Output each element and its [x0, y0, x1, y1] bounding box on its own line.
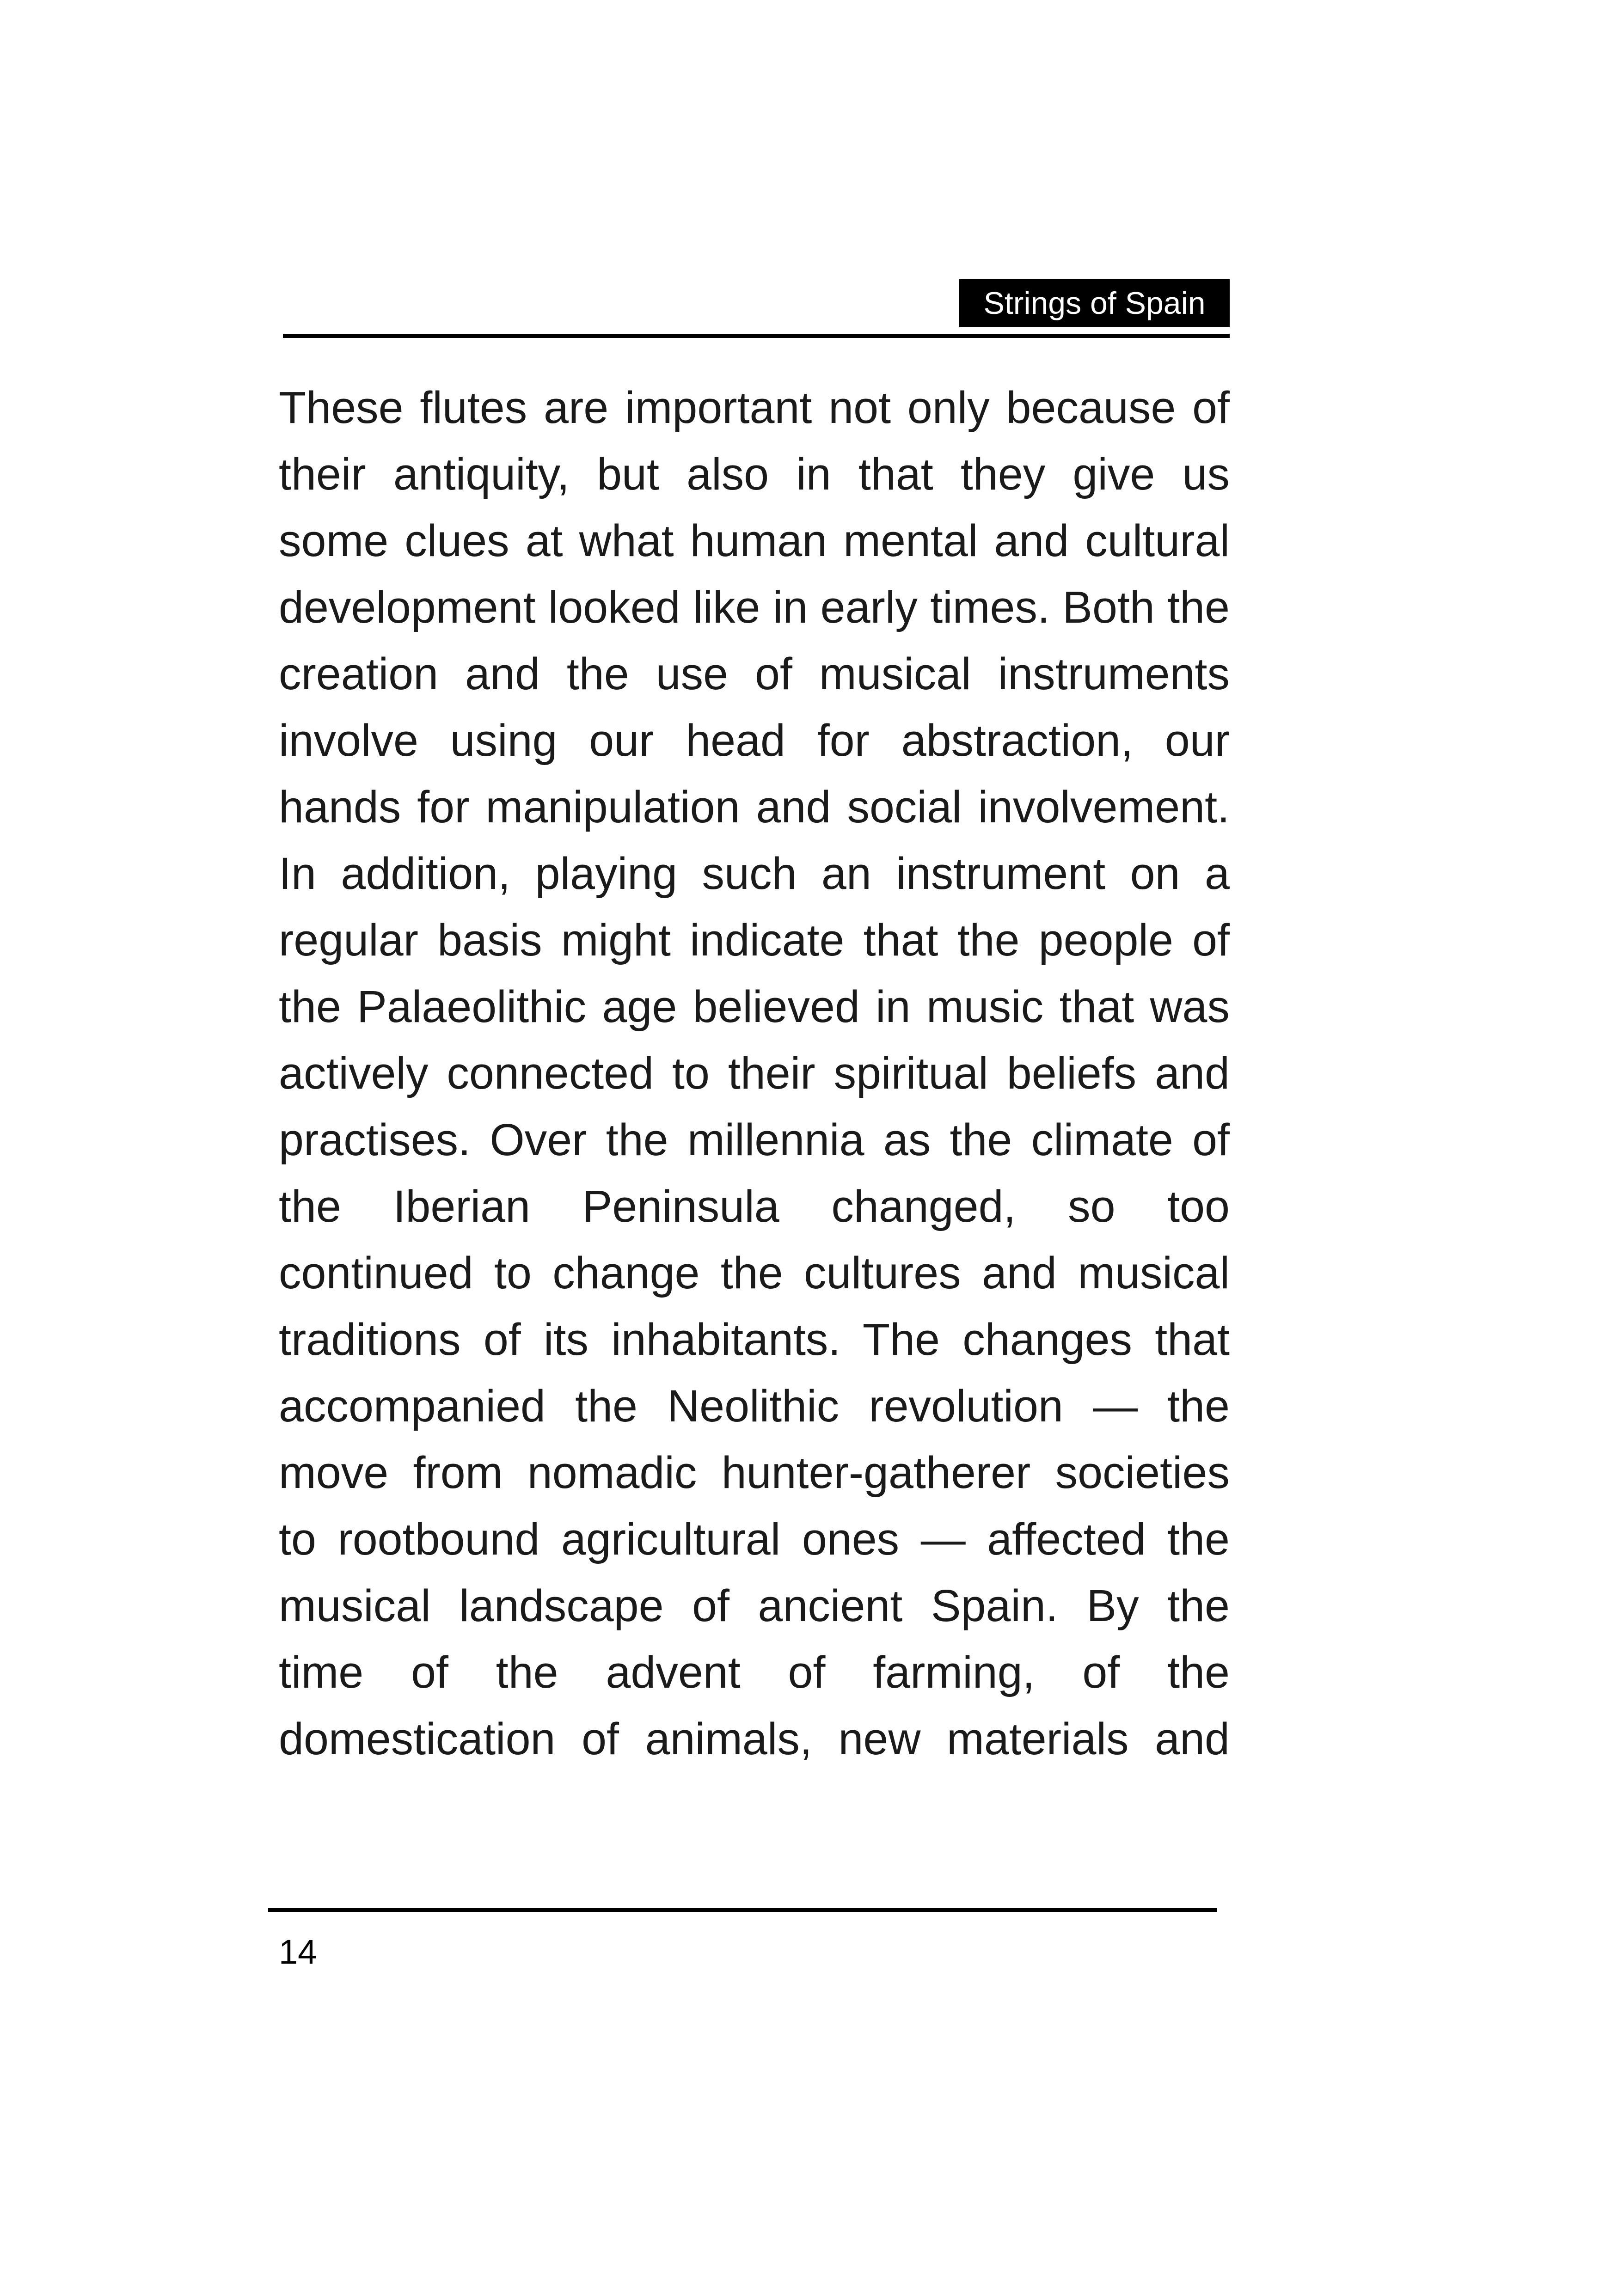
footer-rule	[268, 1908, 1217, 1912]
page-number: 14	[279, 1933, 317, 1971]
header-rule	[283, 334, 1230, 338]
running-head-title: Strings of Spain	[959, 279, 1230, 327]
body-paragraph: These flutes are important not only because of their antiquity, but also in that they give us some clues at what human mental and cultural development looked like in early times. Both the creation and the use of musical instruments involve using our head for abstraction, our hands for manipulation and social involvement. In addition, playing such an instrument on a regular basis might indicate that the people of the Palaeolithic age believed in music that was actively connected to their spiritual beliefs and practises. Over the millennia as the climate of the Iberian Peninsula changed, so too continued to change the cultures and musical traditions of its inhabitants. The changes that accompanied the Neolithic revolution — the move from nomadic hunter-gatherer societies to rootbound agricultural ones — affected the musical landscape of ancient Spain. By the time of the advent of farming, of the domestication of animals, new materials and	[279, 382, 1230, 1764]
